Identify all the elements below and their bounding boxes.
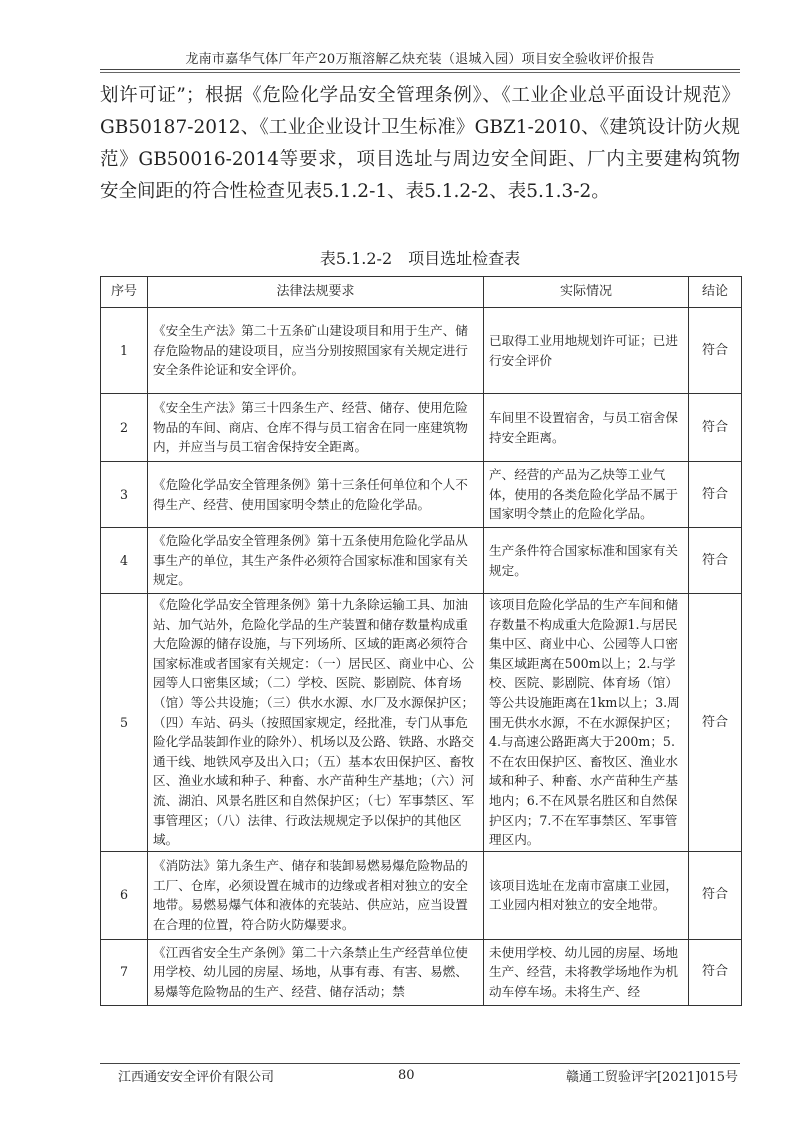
page-number: 80 xyxy=(398,1068,415,1083)
footer-doc-number: 赣通工贸验评字[2021]015号 xyxy=(565,1070,738,1085)
row-requirement: 《危险化学品安全管理条例》第十五条使用危险化学品从事生产的单位，其生产条件必须符合国家标准和国家有关规定。 xyxy=(148,528,484,594)
table-row xyxy=(101,851,742,939)
row-requirement: 《危险化学品安全管理条例》第十三条任何单位和个人不得生产、经营、使用国家明令禁止的危险化学品。 xyxy=(148,462,484,528)
site-selection-check-table xyxy=(100,276,742,1006)
row-actual: 车间里不设置宿舍，与员工宿舍保持安全距离。 xyxy=(484,394,689,462)
row-number: 1 xyxy=(101,308,148,394)
table-caption: 表5.1.2-2 项目选址检查表 xyxy=(319,249,521,268)
row-number: 7 xyxy=(101,939,148,1005)
row-number: 4 xyxy=(101,528,148,594)
row-requirement: 《消防法》第九条生产、储存和装卸易燃易爆危险物品的工厂、仓库，必须设置在城市的边缘或者相对独立的安全地带。易燃易爆气体和液体的充装站、供应站，应当设置在合理的位置，符合防火防爆要求。 xyxy=(148,851,484,939)
table-row xyxy=(101,528,742,594)
header-cell-no: 序号 xyxy=(101,277,148,308)
row-conclusion: 符合 xyxy=(689,462,742,528)
footer-company: 江西通安安全评价有限公司 xyxy=(118,1070,275,1085)
header-divider xyxy=(100,69,740,70)
table-row xyxy=(101,394,742,462)
row-actual: 已取得工业用地规划许可证；已进行安全评价 xyxy=(484,308,689,394)
row-conclusion: 符合 xyxy=(689,939,742,1005)
row-number: 6 xyxy=(101,851,148,939)
row-requirement: 《安全生产法》第三十四条生产、经营、储存、使用危险物品的车间、商店、仓库不得与员工宿舍在同一座建筑物内，并应当与员工宿舍保持安全距离。 xyxy=(148,394,484,462)
header-cell-actual: 实际情况 xyxy=(484,277,689,308)
header-cell-conclusion: 结论 xyxy=(689,277,742,308)
body-paragraph: 划许可证”；根据《危险化学品安全管理条例》、《工业企业总平面设计规范》GB50187-2012、《工业企业设计卫生标准》GBZ1-2010、《建筑设计防火规范》GB50016-2014等要求，项目选址与周边安全间距、厂内主要建构筑物安全间距的符合性检查见表5.1.2-1、表5.1.2-2、表5.1.3-2。 xyxy=(100,85,740,202)
row-conclusion: 符合 xyxy=(689,851,742,939)
table-row xyxy=(101,594,742,852)
row-number: 2 xyxy=(101,394,148,462)
row-requirement: 《危险化学品安全管理条例》第十九条除运输工具、加油站、加气站外，危险化学品的生产装置和储存数量构成重大危险源的储存设施，与下列场所、区域的距离必须符合国家标准或者国家有关规定：（一）居民区、商业中心、公园等人口密集区域；（二）学校、医院、影剧院、体育场（馆）等公共设施；（三）供水水源、水厂及水源保护区；（四）车站、码头（按照国家规定，经批准，专门从事危险化学品装卸作业的除外）、机场以及公路、铁路、水路交通干线、地铁风亭及出入口；（五）基本农田保护区、畜牧区、渔业水域和种子、种畜、水产苗种生产基地；（六）河流、湖泊、风景名胜区和自然保护区；（七）军事禁区、军事管理区；（八）法律、行政法规规定予以保护的其他区域。 xyxy=(148,594,484,852)
table-row xyxy=(101,308,742,394)
row-conclusion: 符合 xyxy=(689,528,742,594)
page-header: 龙南市嘉华气体厂年产20万瓶溶解乙炔充装（退城入园）项目安全验收评价报告 xyxy=(185,52,655,67)
footer-divider xyxy=(100,1063,740,1064)
table-row xyxy=(101,939,742,1005)
row-number: 5 xyxy=(101,594,148,852)
table-row xyxy=(101,462,742,528)
row-requirement: 《江西省安全生产条例》第二十六条禁止生产经营单位使用学校、幼儿园的房屋、场地，从事有毒、有害、易燃、易爆等危险物品的生产、经营、储存活动；禁 xyxy=(148,939,484,1005)
row-actual: 未使用学校、幼儿园的房屋、场地生产、经营，未将教学场地作为机动车停车场。未将生产、经 xyxy=(484,939,689,1005)
row-actual: 该项目选址在龙南市富康工业园，工业园内相对独立的安全地带。 xyxy=(484,851,689,939)
table-header-row xyxy=(101,277,742,308)
row-actual: 产、经营的产品为乙炔等工业气体，使用的各类危险化学品不属于国家明令禁止的危险化学品。 xyxy=(484,462,689,528)
header-divider-thin xyxy=(100,72,740,73)
row-conclusion: 符合 xyxy=(689,308,742,394)
row-actual: 生产条件符合国家标准和国家有关规定。 xyxy=(484,528,689,594)
row-number: 3 xyxy=(101,462,148,528)
row-actual: 该项目危险化学品的生产车间和储存数量不构成重大危险源1.与居民集中区、商业中心、公园等人口密集区域距离在500m以上；2.与学校、医院、影剧院、体育场（馆）等公共设施距离在1km以上；3.周围无供水水源，不在水源保护区；4.与高速公路距离大于200m；5.不在农田保护区、畜牧区、渔业水域和种子、种畜、水产苗种生产基地内；6.不在风景名胜区和自然保护区内；7.不在军事禁区、军事管理区内。 xyxy=(484,594,689,852)
row-requirement: 《安全生产法》第二十五条矿山建设项目和用于生产、储存危险物品的建设项目，应当分别按照国家有关规定进行安全条件论证和安全评价。 xyxy=(148,308,484,394)
header-cell-requirement: 法律法规要求 xyxy=(148,277,484,308)
row-conclusion: 符合 xyxy=(689,394,742,462)
row-conclusion: 符合 xyxy=(689,594,742,852)
